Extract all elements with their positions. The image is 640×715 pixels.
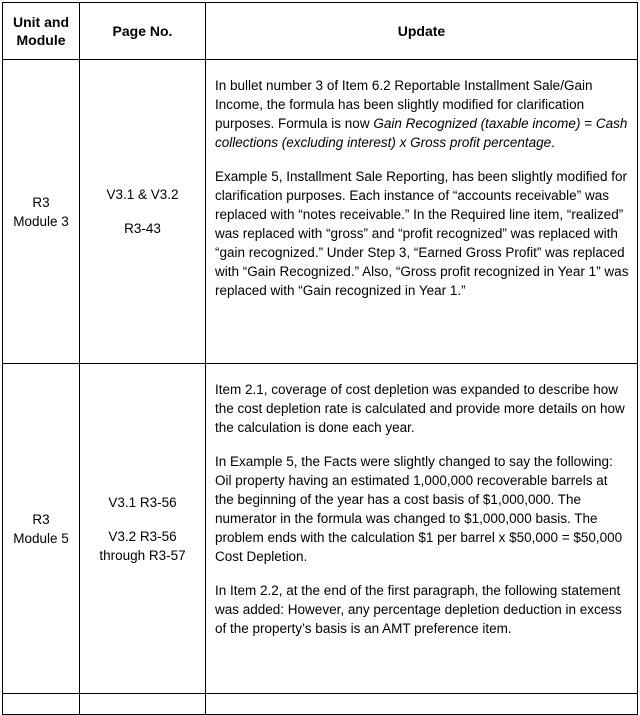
header-page-label: Page No.: [112, 23, 173, 39]
update-paragraph: In Item 2.2, at the end of the first paragraph, the following statement was added: However, any percentage depletion deduction in excess of the property’s basis is an AMT preference item.: [215, 583, 622, 636]
page-reference: V3.1 R3-56: [108, 494, 177, 510]
module-label: Module 5: [13, 530, 69, 546]
page-number-cell: [80, 364, 206, 694]
header-unit-module: [3, 3, 80, 60]
header-unit-label: Unit and Module: [13, 14, 69, 48]
unit-label: R3: [32, 511, 50, 527]
page-reference: V3.2 R3-56 through R3-57: [99, 528, 186, 563]
update-cell: [206, 364, 638, 694]
formula-text: Gain Recognized (taxable income) = Cash collections (excluding interest) x Gross profit percentage: [215, 116, 628, 150]
page-reference: R3-43: [124, 221, 161, 236]
unit-module-cell: [3, 364, 80, 694]
page-number-cell: [80, 60, 206, 364]
updates-table: [2, 2, 638, 715]
page-reference: V3.1 & V3.2: [106, 187, 179, 202]
empty-cell: [3, 694, 80, 715]
update-paragraph: Example 5, Installment Sale Reporting, has been slightly modified for clarification purposes. Each instance of “accounts receivable” was replaced with “notes receivable.” In the Required line item, “realized” was replaced with “gross” and “profit recognized” was replaced with “gain recognized.” Under Step 3, “Earned Gross Profit” was replaced with “Gain Recognized.” Also, “Gross profit recognized in Year 1” was replaced with “Gain recognized in Year 1.”: [215, 169, 629, 298]
empty-cell: [206, 694, 638, 715]
header-update-label: Update: [397, 23, 446, 39]
update-cell: [206, 60, 638, 364]
module-label: Module 3: [13, 213, 69, 229]
header-page-no: [80, 3, 206, 60]
unit-label: R3: [32, 194, 50, 210]
table-row: [3, 60, 638, 364]
update-paragraph: Item 2.1, coverage of cost depletion was expanded to describe how the cost depletion rate is calculated and provide more details on how the calculation is done each year.: [215, 382, 625, 435]
header-update: [206, 3, 638, 60]
update-paragraph: In bullet number 3 of Item 6.2 Reportable Installment Sale/Gain Income, the formula has been slightly modified for clarification purposes. Formula is now Gain Recognized (taxable income) = Cash collections (excluding interest) x Gross profit percentage.: [215, 78, 628, 150]
unit-module-cell: [3, 60, 80, 364]
table-row: [3, 364, 638, 694]
empty-cell: [80, 694, 206, 715]
table-row-partial: [3, 694, 638, 715]
header-row: [3, 3, 638, 60]
update-paragraph: In Example 5, the Facts were slightly changed to say the following: Oil property having an estimated 1,000,000 recoverable barrels at the beginning of the year has a cost basis of $1,000,000. The numerator in the formula was changed to $1,000,000 basis. The problem ends with the calculation $1 per barrel x $50,000 = $50,000 Cost Depletion.: [215, 454, 623, 564]
